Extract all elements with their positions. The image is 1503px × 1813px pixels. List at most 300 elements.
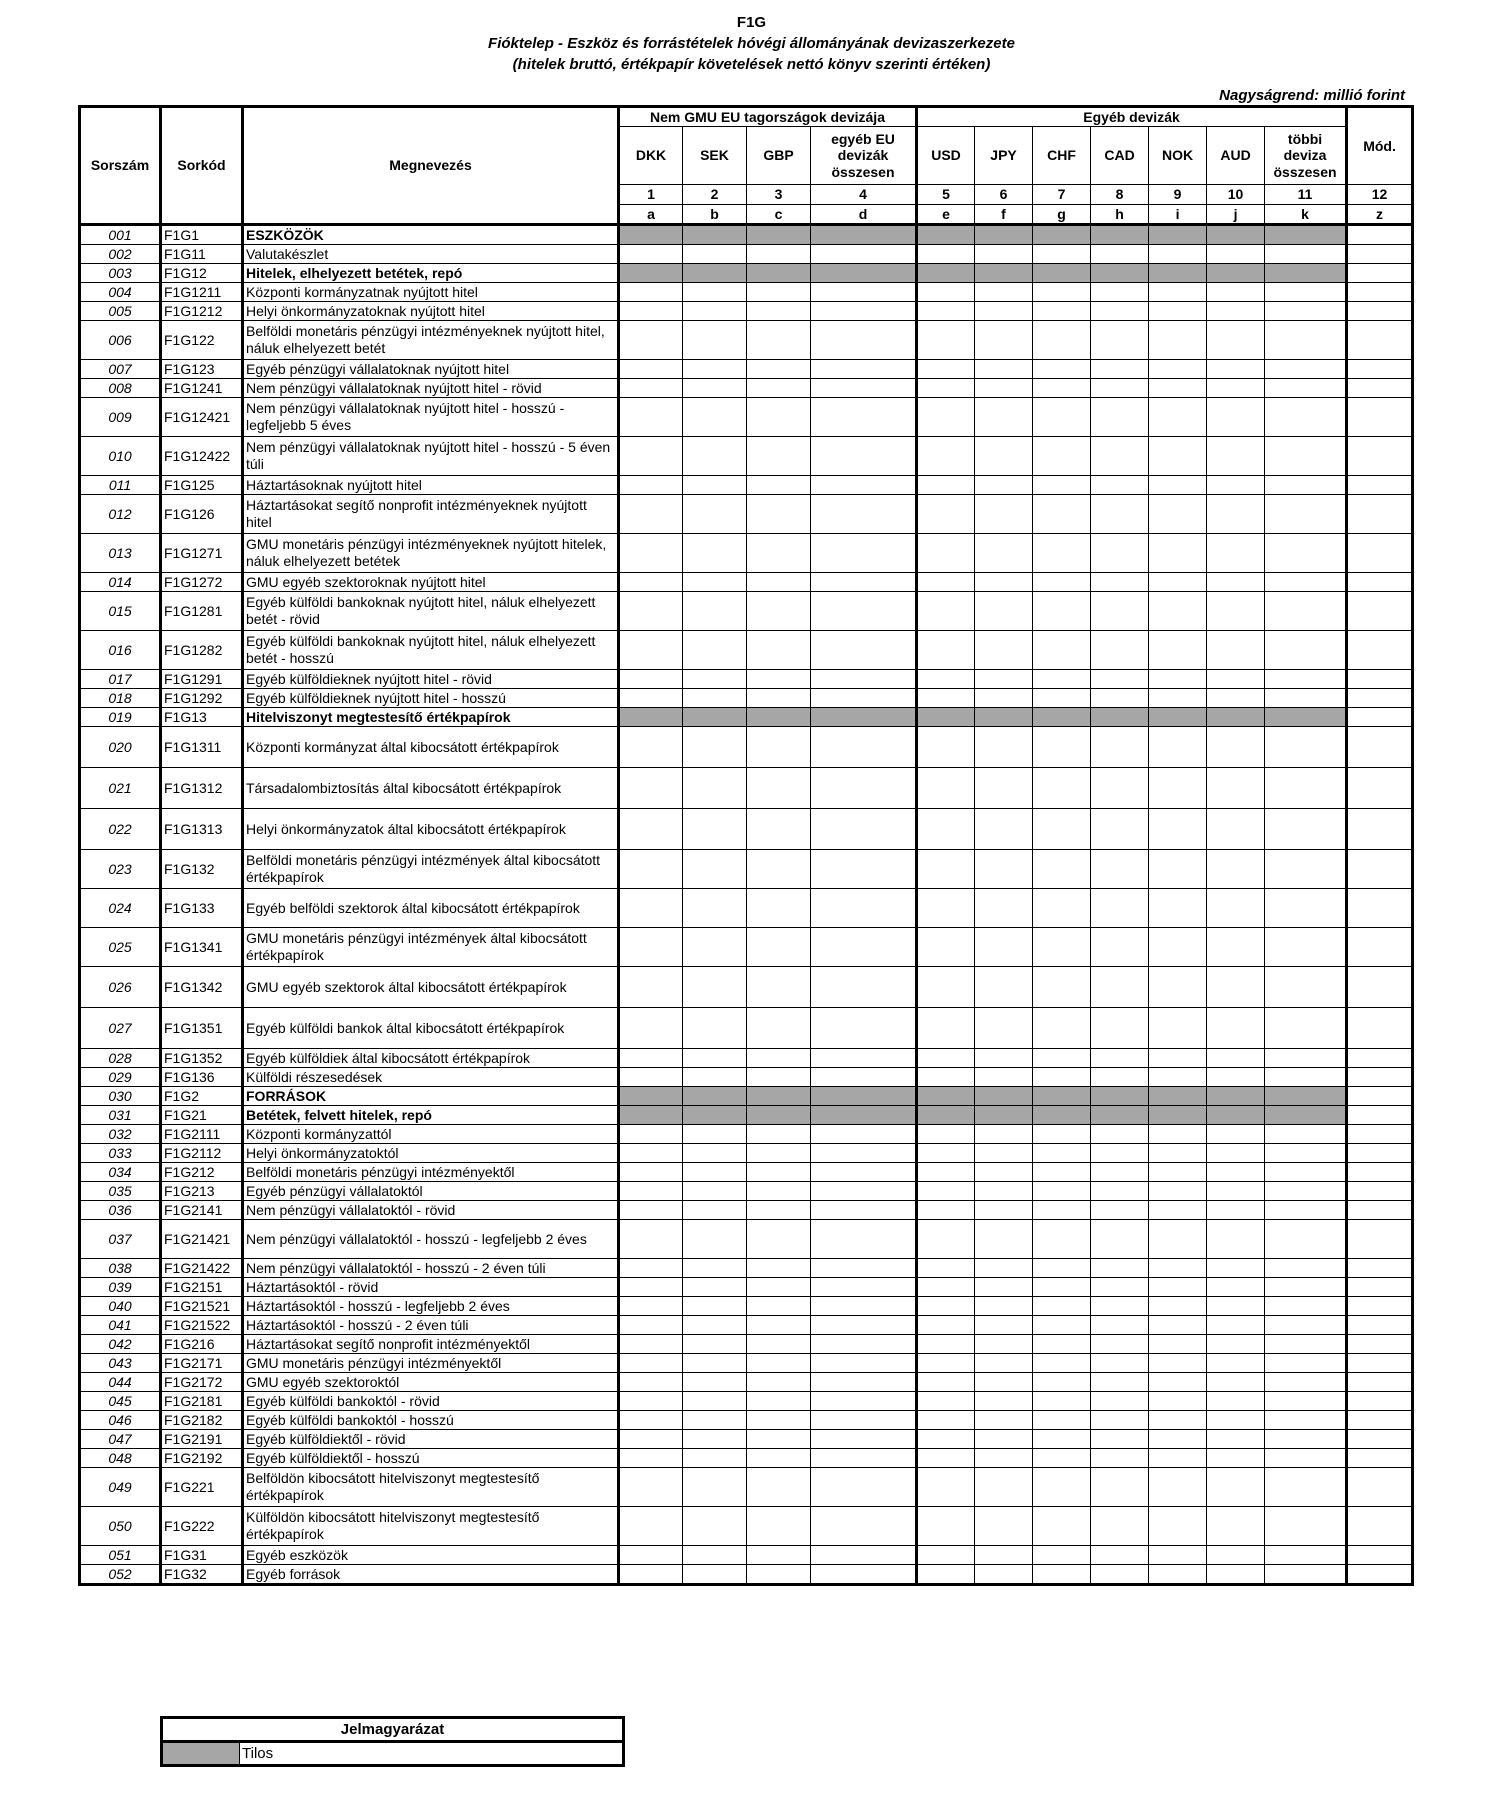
mod-cell[interactable] [1347,768,1413,809]
value-cell[interactable] [619,689,683,708]
value-cell[interactable] [683,283,747,302]
value-cell[interactable] [1207,1106,1265,1125]
value-cell[interactable] [811,1373,917,1392]
value-cell[interactable] [1265,495,1347,534]
value-cell[interactable] [619,398,683,437]
value-cell[interactable] [747,1392,811,1411]
value-cell[interactable] [619,727,683,768]
value-cell[interactable] [917,670,975,689]
value-cell[interactable] [1149,245,1207,264]
value-cell[interactable] [811,283,917,302]
value-cell[interactable] [1149,1278,1207,1297]
mod-cell[interactable] [1347,1278,1413,1297]
value-cell[interactable] [1033,1335,1091,1354]
value-cell[interactable] [619,768,683,809]
value-cell[interactable] [1207,1201,1265,1220]
value-cell[interactable] [683,1468,747,1507]
value-cell[interactable] [683,1049,747,1068]
value-cell[interactable] [975,1565,1033,1585]
value-cell[interactable] [975,1546,1033,1565]
value-cell[interactable] [811,768,917,809]
value-cell[interactable] [1207,670,1265,689]
value-cell[interactable] [975,809,1033,850]
value-cell[interactable] [811,1068,917,1087]
value-cell[interactable] [1149,398,1207,437]
value-cell[interactable] [683,809,747,850]
value-cell[interactable] [747,1354,811,1373]
value-cell[interactable] [619,1182,683,1201]
value-cell[interactable] [1265,302,1347,321]
value-cell[interactable] [811,495,917,534]
value-cell[interactable] [811,592,917,631]
mod-cell[interactable] [1347,670,1413,689]
value-cell[interactable] [1265,437,1347,476]
mod-cell[interactable] [1347,437,1413,476]
value-cell[interactable] [619,360,683,379]
value-cell[interactable] [1149,321,1207,360]
value-cell[interactable] [811,360,917,379]
value-cell[interactable] [1149,631,1207,670]
value-cell[interactable] [811,476,917,495]
value-cell[interactable] [917,1125,975,1144]
value-cell[interactable] [1091,850,1149,889]
value-cell[interactable] [917,1297,975,1316]
value-cell[interactable] [1149,809,1207,850]
value-cell[interactable] [917,1182,975,1201]
value-cell[interactable] [1091,1392,1149,1411]
value-cell[interactable] [683,302,747,321]
value-cell[interactable] [975,889,1033,928]
value-cell[interactable] [747,1278,811,1297]
value-cell[interactable] [619,967,683,1008]
value-cell[interactable] [1149,1565,1207,1585]
value-cell[interactable] [1033,727,1091,768]
value-cell[interactable] [1149,1144,1207,1163]
value-cell[interactable] [917,708,975,727]
value-cell[interactable] [619,573,683,592]
value-cell[interactable] [683,1392,747,1411]
value-cell[interactable] [747,321,811,360]
value-cell[interactable] [1265,1430,1347,1449]
mod-cell[interactable] [1347,1335,1413,1354]
value-cell[interactable] [917,768,975,809]
value-cell[interactable] [683,1106,747,1125]
value-cell[interactable] [975,689,1033,708]
value-cell[interactable] [1207,727,1265,768]
value-cell[interactable] [917,264,975,283]
value-cell[interactable] [1207,1373,1265,1392]
mod-cell[interactable] [1347,1125,1413,1144]
value-cell[interactable] [619,1411,683,1430]
value-cell[interactable] [811,1392,917,1411]
value-cell[interactable] [1265,1411,1347,1430]
value-cell[interactable] [747,1049,811,1068]
value-cell[interactable] [1091,967,1149,1008]
mod-cell[interactable] [1347,708,1413,727]
mod-cell[interactable] [1347,283,1413,302]
value-cell[interactable] [1149,1335,1207,1354]
value-cell[interactable] [1149,889,1207,928]
value-cell[interactable] [811,1087,917,1106]
value-cell[interactable] [1091,1106,1149,1125]
value-cell[interactable] [1091,670,1149,689]
value-cell[interactable] [1149,689,1207,708]
value-cell[interactable] [1265,1125,1347,1144]
value-cell[interactable] [811,264,917,283]
value-cell[interactable] [811,850,917,889]
value-cell[interactable] [1033,1201,1091,1220]
value-cell[interactable] [747,1335,811,1354]
value-cell[interactable] [1091,1220,1149,1259]
value-cell[interactable] [1149,476,1207,495]
value-cell[interactable] [1149,283,1207,302]
value-cell[interactable] [1207,302,1265,321]
value-cell[interactable] [1091,1201,1149,1220]
value-cell[interactable] [811,1182,917,1201]
mod-cell[interactable] [1347,476,1413,495]
value-cell[interactable] [811,1259,917,1278]
value-cell[interactable] [683,1411,747,1430]
value-cell[interactable] [1033,768,1091,809]
value-cell[interactable] [1149,1430,1207,1449]
value-cell[interactable] [975,283,1033,302]
value-cell[interactable] [1091,1087,1149,1106]
value-cell[interactable] [1207,1049,1265,1068]
mod-cell[interactable] [1347,1049,1413,1068]
value-cell[interactable] [1207,1297,1265,1316]
value-cell[interactable] [1265,476,1347,495]
mod-cell[interactable] [1347,631,1413,670]
value-cell[interactable] [683,1373,747,1392]
value-cell[interactable] [1091,1335,1149,1354]
value-cell[interactable] [975,225,1033,245]
value-cell[interactable] [811,1049,917,1068]
value-cell[interactable] [1091,1546,1149,1565]
value-cell[interactable] [619,1468,683,1507]
value-cell[interactable] [683,360,747,379]
value-cell[interactable] [917,225,975,245]
value-cell[interactable] [811,809,917,850]
value-cell[interactable] [747,1068,811,1087]
value-cell[interactable] [917,689,975,708]
value-cell[interactable] [811,1546,917,1565]
value-cell[interactable] [1033,928,1091,967]
value-cell[interactable] [619,1106,683,1125]
value-cell[interactable] [1207,1220,1265,1259]
value-cell[interactable] [1091,1278,1149,1297]
value-cell[interactable] [619,302,683,321]
value-cell[interactable] [747,573,811,592]
value-cell[interactable] [975,1373,1033,1392]
value-cell[interactable] [1149,708,1207,727]
value-cell[interactable] [811,437,917,476]
value-cell[interactable] [683,1125,747,1144]
value-cell[interactable] [1265,592,1347,631]
value-cell[interactable] [975,495,1033,534]
value-cell[interactable] [1207,1087,1265,1106]
value-cell[interactable] [1149,1106,1207,1125]
value-cell[interactable] [975,708,1033,727]
mod-cell[interactable] [1347,379,1413,398]
value-cell[interactable] [747,768,811,809]
value-cell[interactable] [1033,850,1091,889]
value-cell[interactable] [811,1220,917,1259]
value-cell[interactable] [811,1354,917,1373]
value-cell[interactable] [683,967,747,1008]
value-cell[interactable] [683,1316,747,1335]
value-cell[interactable] [1265,225,1347,245]
mod-cell[interactable] [1347,360,1413,379]
value-cell[interactable] [619,379,683,398]
value-cell[interactable] [1265,850,1347,889]
value-cell[interactable] [917,592,975,631]
value-cell[interactable] [1033,495,1091,534]
value-cell[interactable] [1265,1106,1347,1125]
value-cell[interactable] [1265,534,1347,573]
value-cell[interactable] [975,727,1033,768]
value-cell[interactable] [811,1316,917,1335]
value-cell[interactable] [683,476,747,495]
value-cell[interactable] [619,225,683,245]
value-cell[interactable] [1033,1008,1091,1049]
value-cell[interactable] [683,1220,747,1259]
value-cell[interactable] [1033,1163,1091,1182]
value-cell[interactable] [1207,1468,1265,1507]
value-cell[interactable] [1091,1507,1149,1546]
value-cell[interactable] [683,1565,747,1585]
value-cell[interactable] [975,534,1033,573]
value-cell[interactable] [683,1546,747,1565]
value-cell[interactable] [917,398,975,437]
value-cell[interactable] [1207,1316,1265,1335]
value-cell[interactable] [619,534,683,573]
value-cell[interactable] [683,1278,747,1297]
mod-cell[interactable] [1347,398,1413,437]
value-cell[interactable] [811,1125,917,1144]
value-cell[interactable] [619,670,683,689]
value-cell[interactable] [1265,1049,1347,1068]
value-cell[interactable] [1207,689,1265,708]
value-cell[interactable] [917,928,975,967]
value-cell[interactable] [747,534,811,573]
value-cell[interactable] [747,592,811,631]
value-cell[interactable] [917,245,975,264]
value-cell[interactable] [975,1392,1033,1411]
value-cell[interactable] [1207,398,1265,437]
value-cell[interactable] [747,1297,811,1316]
value-cell[interactable] [1149,1125,1207,1144]
value-cell[interactable] [1033,1411,1091,1430]
value-cell[interactable] [1207,1144,1265,1163]
value-cell[interactable] [1207,1411,1265,1430]
value-cell[interactable] [1207,1182,1265,1201]
mod-cell[interactable] [1347,1182,1413,1201]
value-cell[interactable] [747,245,811,264]
value-cell[interactable] [1265,727,1347,768]
value-cell[interactable] [1265,1316,1347,1335]
value-cell[interactable] [619,928,683,967]
value-cell[interactable] [747,283,811,302]
mod-cell[interactable] [1347,1259,1413,1278]
value-cell[interactable] [1265,283,1347,302]
value-cell[interactable] [975,437,1033,476]
value-cell[interactable] [1033,1449,1091,1468]
value-cell[interactable] [619,708,683,727]
value-cell[interactable] [683,1144,747,1163]
value-cell[interactable] [811,1163,917,1182]
value-cell[interactable] [975,592,1033,631]
value-cell[interactable] [619,1087,683,1106]
value-cell[interactable] [1265,1335,1347,1354]
value-cell[interactable] [1033,889,1091,928]
value-cell[interactable] [1265,1182,1347,1201]
value-cell[interactable] [1091,1468,1149,1507]
value-cell[interactable] [917,573,975,592]
mod-cell[interactable] [1347,245,1413,264]
value-cell[interactable] [1033,1392,1091,1411]
mod-cell[interactable] [1347,1106,1413,1125]
value-cell[interactable] [683,1163,747,1182]
value-cell[interactable] [917,1144,975,1163]
value-cell[interactable] [917,302,975,321]
value-cell[interactable] [747,1546,811,1565]
value-cell[interactable] [747,1163,811,1182]
value-cell[interactable] [683,1354,747,1373]
mod-cell[interactable] [1347,1316,1413,1335]
value-cell[interactable] [1091,631,1149,670]
value-cell[interactable] [1091,809,1149,850]
value-cell[interactable] [1149,850,1207,889]
value-cell[interactable] [975,1220,1033,1259]
value-cell[interactable] [1033,1068,1091,1087]
mod-cell[interactable] [1347,302,1413,321]
value-cell[interactable] [747,1316,811,1335]
mod-cell[interactable] [1347,1507,1413,1546]
value-cell[interactable] [975,1278,1033,1297]
value-cell[interactable] [1207,476,1265,495]
value-cell[interactable] [1207,708,1265,727]
value-cell[interactable] [619,1144,683,1163]
value-cell[interactable] [811,379,917,398]
value-cell[interactable] [1033,1259,1091,1278]
value-cell[interactable] [747,1468,811,1507]
mod-cell[interactable] [1347,928,1413,967]
value-cell[interactable] [975,1507,1033,1546]
value-cell[interactable] [1091,573,1149,592]
value-cell[interactable] [975,670,1033,689]
value-cell[interactable] [1207,850,1265,889]
value-cell[interactable] [619,631,683,670]
value-cell[interactable] [619,1335,683,1354]
mod-cell[interactable] [1347,1373,1413,1392]
value-cell[interactable] [1091,708,1149,727]
value-cell[interactable] [1265,1546,1347,1565]
value-cell[interactable] [811,708,917,727]
value-cell[interactable] [683,1068,747,1087]
value-cell[interactable] [619,850,683,889]
value-cell[interactable] [917,1049,975,1068]
value-cell[interactable] [1033,1220,1091,1259]
value-cell[interactable] [1207,631,1265,670]
value-cell[interactable] [917,476,975,495]
value-cell[interactable] [975,1430,1033,1449]
value-cell[interactable] [1207,967,1265,1008]
value-cell[interactable] [747,1125,811,1144]
value-cell[interactable] [1265,631,1347,670]
value-cell[interactable] [1265,1163,1347,1182]
value-cell[interactable] [1265,1201,1347,1220]
value-cell[interactable] [1207,437,1265,476]
value-cell[interactable] [1265,379,1347,398]
value-cell[interactable] [811,1468,917,1507]
value-cell[interactable] [811,1430,917,1449]
value-cell[interactable] [1033,708,1091,727]
value-cell[interactable] [1207,264,1265,283]
value-cell[interactable] [683,379,747,398]
value-cell[interactable] [1265,809,1347,850]
value-cell[interactable] [1265,321,1347,360]
value-cell[interactable] [619,1546,683,1565]
value-cell[interactable] [811,1297,917,1316]
value-cell[interactable] [1091,495,1149,534]
value-cell[interactable] [1091,283,1149,302]
value-cell[interactable] [1265,889,1347,928]
value-cell[interactable] [811,225,917,245]
value-cell[interactable] [1149,1201,1207,1220]
value-cell[interactable] [1207,1546,1265,1565]
value-cell[interactable] [1033,1316,1091,1335]
value-cell[interactable] [1091,1125,1149,1144]
value-cell[interactable] [1091,1049,1149,1068]
value-cell[interactable] [619,1392,683,1411]
value-cell[interactable] [1207,1335,1265,1354]
value-cell[interactable] [683,321,747,360]
value-cell[interactable] [811,321,917,360]
value-cell[interactable] [1149,1259,1207,1278]
value-cell[interactable] [917,495,975,534]
value-cell[interactable] [975,850,1033,889]
value-cell[interactable] [1091,1411,1149,1430]
value-cell[interactable] [747,360,811,379]
value-cell[interactable] [1091,1449,1149,1468]
value-cell[interactable] [1033,1468,1091,1507]
value-cell[interactable] [1265,1449,1347,1468]
value-cell[interactable] [811,889,917,928]
value-cell[interactable] [1033,573,1091,592]
value-cell[interactable] [811,1144,917,1163]
value-cell[interactable] [747,670,811,689]
mod-cell[interactable] [1347,889,1413,928]
value-cell[interactable] [1091,727,1149,768]
value-cell[interactable] [1091,928,1149,967]
value-cell[interactable] [1149,967,1207,1008]
value-cell[interactable] [1091,225,1149,245]
value-cell[interactable] [683,1449,747,1468]
value-cell[interactable] [1265,1220,1347,1259]
value-cell[interactable] [1149,928,1207,967]
mod-cell[interactable] [1347,1430,1413,1449]
value-cell[interactable] [975,967,1033,1008]
value-cell[interactable] [747,1220,811,1259]
value-cell[interactable] [1091,889,1149,928]
value-cell[interactable] [619,1201,683,1220]
value-cell[interactable] [1033,1049,1091,1068]
value-cell[interactable] [1207,768,1265,809]
value-cell[interactable] [975,476,1033,495]
value-cell[interactable] [1091,360,1149,379]
value-cell[interactable] [1033,302,1091,321]
value-cell[interactable] [683,727,747,768]
